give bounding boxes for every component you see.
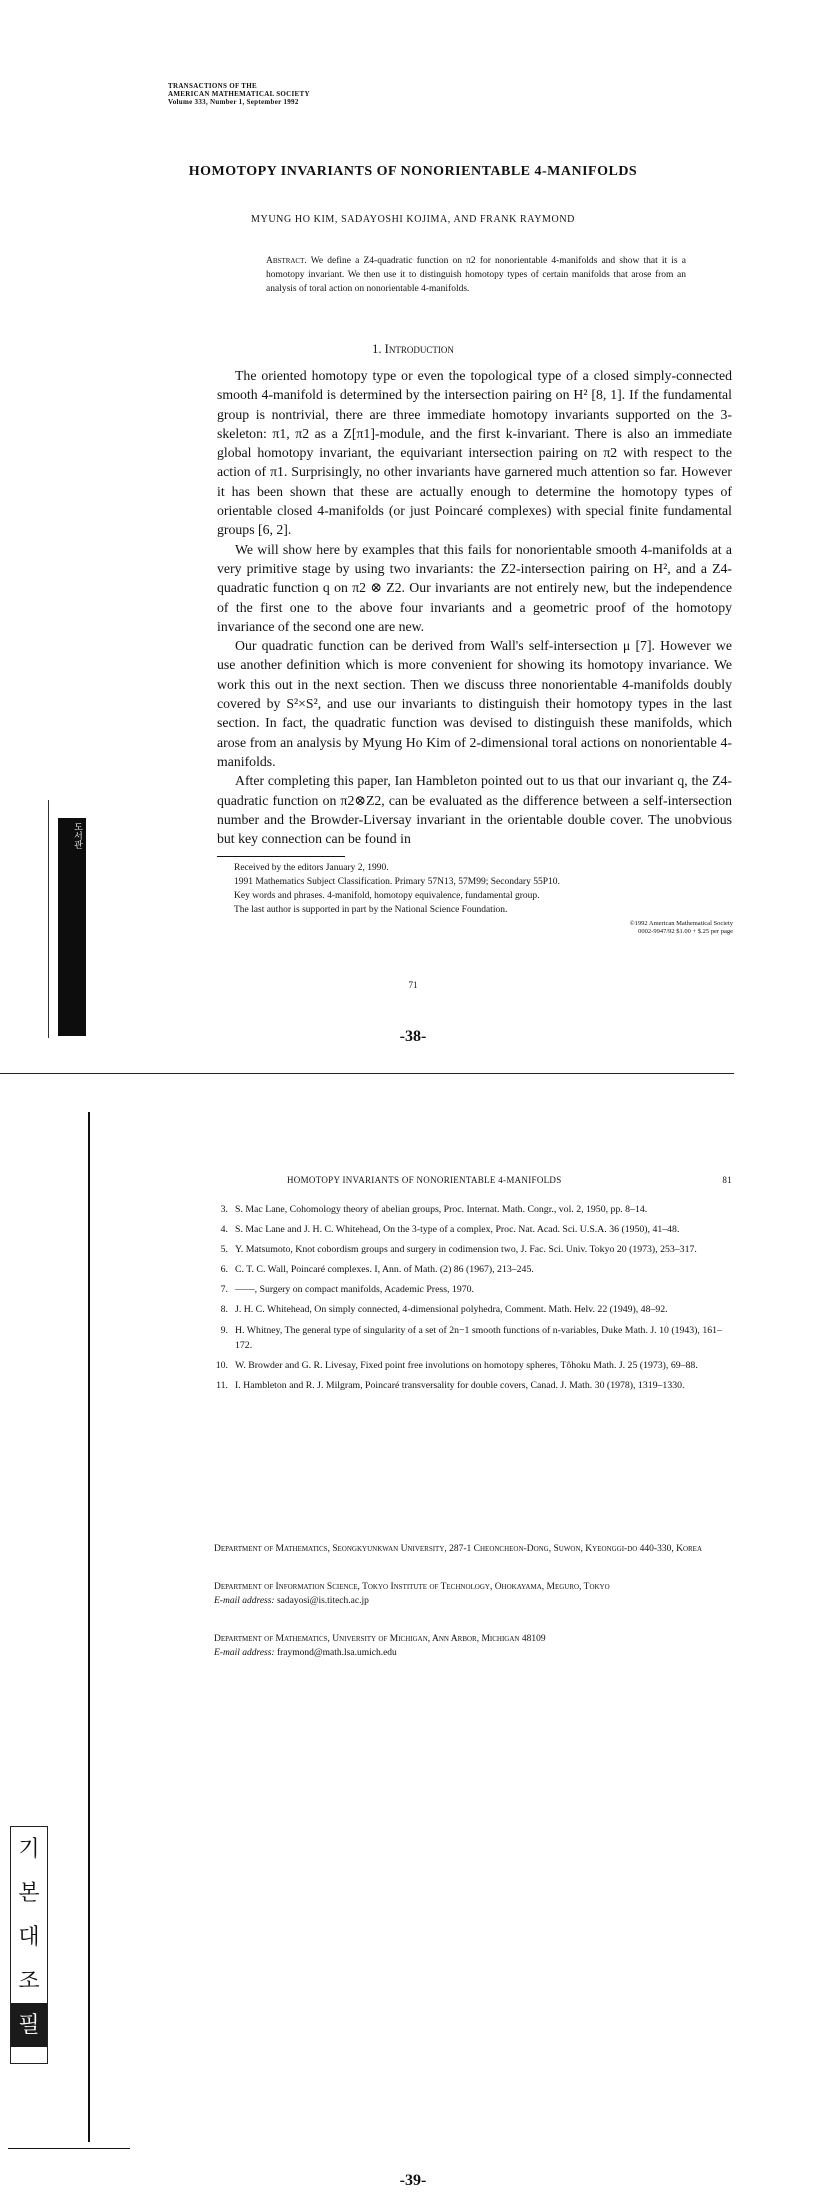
paragraph: Our quadratic function can be derived from Wall's self-intersection μ [7]. However we use another definition which is more convenient for showing its homotopy invariance. We work this out in the next section. Then we discuss three nonorientable 4-manifolds doubly covered by S²×S², and use our invariants to distinguish their homotopy types in the last section. In fact, the quadratic function was devised to distinguish these manifolds, which arose from an analysis by Myung Ho Kim of 2-dimensional toral actions on nonorientable 4-manifolds. — [217, 638, 732, 769]
seal-glyph: 기 — [18, 1836, 40, 1861]
scan-page-number: -38- — [399, 1028, 427, 1045]
address-text: Department of Information Science, Tokyo Institute of Technology, Ohokayama, Meguro, Tokyo — [214, 1582, 610, 1592]
library-spine-label — [58, 818, 86, 1036]
abstract — [266, 254, 686, 296]
reference-item: 8. J. H. C. Whitehead, On simply connected, 4-dimensional polyhedra, Comment. Math. Helv. 22 (1949), 48–92. — [220, 1304, 668, 1316]
address-text: Department of Mathematics, Seongkyunkwan University, 287-1 Cheoncheon-Dong, Suwon, Kyeonggi-do 440-330, Korea — [214, 1544, 703, 1554]
bottom-margin-line — [8, 2148, 130, 2149]
reference-item: 7. ——, Surgery on compact manifolds, Academic Press, 1970. — [220, 1284, 474, 1296]
seal-glyph: 필 — [11, 2003, 47, 2047]
footnote: 1991 Mathematics Subject Classification. Primary 57N13, 57M99; Secondary 55P10. — [234, 877, 560, 887]
journal-header — [168, 82, 310, 106]
printed-page-number: 71 — [408, 980, 418, 990]
paper-authors: MYUNG HO KIM, SADAYOSHI KOJIMA, AND FRANK RAYMOND — [251, 214, 575, 225]
reference-item: 5. Y. Matsumoto, Knot cobordism groups and surgery in codimension two, J. Fac. Sci. Univ. Tokyo 20 (1973), 253–317. — [220, 1244, 697, 1256]
paragraph: The oriented homotopy type or even the topological type of a closed simply-connected smooth 4-manifold is determined by the intersection pairing on H² [8, 1]. If the fundamental group is nontrivial, there are three immediate homotopy invariants supported on the 3-skeleton: π1, π2 as a Z[π1]-module, and the first k-invariant. There is also an immediate global homotopy invariant, the equivariant intersection pairing on π2 with respect to the action of π1. Surprisingly, no other invariants have garnered much attention so far. However it has been shown that these are actually enough to determine the homotopy types of orientable closed 4-manifolds (or just Poincaré complexes) with special finite fundamental groups [6, 2]. — [217, 368, 732, 538]
email-address: sadayosi@is.titech.ac.jp — [276, 1596, 369, 1606]
address-text: Department of Mathematics, University of Michigan, Ann Arbor, Michigan 48109 — [214, 1634, 546, 1644]
footnote: Received by the editors January 2, 1990. — [234, 863, 389, 873]
running-head-page: 81 — [722, 1175, 732, 1185]
footnote: Key words and phrases. 4-manifold, homotopy equivalence, fundamental group. — [234, 891, 540, 901]
references-list — [210, 1202, 738, 1398]
email-address: fraymond@math.lsa.umich.edu — [276, 1648, 397, 1658]
footnotes — [234, 861, 734, 917]
binding-stamp — [48, 800, 55, 1038]
page-divider — [0, 1073, 734, 1074]
paper-title: HOMOTOPY INVARIANTS OF NONORIENTABLE 4-MANIFOLDS — [188, 164, 638, 179]
introduction-body — [217, 366, 732, 848]
journal-line: Volume 333, Number 1, September 1992 — [168, 98, 299, 106]
seal-glyph: 대 — [18, 1924, 40, 1949]
footnote: The last author is supported in part by the National Science Foundation. — [234, 905, 508, 915]
author-address — [214, 1542, 739, 1556]
author-address — [214, 1580, 739, 1608]
abstract-label: Abstract. — [266, 256, 307, 266]
copyright-line: ©1992 American Mathematical Society — [629, 920, 733, 927]
section-heading: 1. Introduction — [372, 342, 454, 356]
binding-margin-line — [88, 1112, 90, 2142]
reference-item: 6. C. T. C. Wall, Poincaré complexes. I, Ann. of Math. (2) 86 (1967), 213–245. — [220, 1264, 534, 1276]
running-head-title: HOMOTOPY INVARIANTS OF NONORIENTABLE 4-MANIFOLDS — [287, 1175, 562, 1185]
seal-glyph: 조 — [18, 1968, 40, 1993]
reference-item: 9. H. Whitney, The general type of singularity of a set of 2n−1 smooth functions of n-variables, Duke Math. J. 10 (1943), 161–172. — [220, 1324, 722, 1352]
author-address — [214, 1632, 739, 1660]
paragraph: After completing this paper, Ian Hambleton pointed out to us that our invariant q, the Z4-quadratic function on π2⊗Z2, can be evaluated as the difference between a self-intersection number and the Browder-Liversay invariant in the orientable double cover. The unobvious but key connection can be found in — [217, 773, 732, 847]
copyright-notice — [600, 920, 733, 936]
running-head — [287, 1175, 732, 1185]
email-line — [214, 1646, 739, 1660]
library-seal — [10, 1826, 48, 2064]
seal-glyph: 본 — [18, 1880, 40, 1905]
copyright-line: 0002-9947/92 $1.00 + $.25 per page — [638, 928, 733, 935]
email-line — [214, 1594, 739, 1608]
email-label: E-mail address: — [214, 1648, 275, 1658]
scan-page-number: -39- — [399, 2172, 427, 2189]
reference-item: 4. S. Mac Lane and J. H. C. Whitehead, On the 3-type of a complex, Proc. Nat. Acad. Sci. U.S.A. 36 (1950), 41–48. — [220, 1224, 680, 1236]
journal-line: AMERICAN MATHEMATICAL SOCIETY — [168, 90, 310, 98]
paragraph: We will show here by examples that this fails for nonorientable smooth 4-manifolds at a very primitive stage by using two invariants: the Z2-intersection pairing on H², and a Z4-quadratic function q on π2 ⊗ Z2. Our invariants are not entirely new, but the independence of the first one to the above four invariants and a geometric proof of the homotopy invariance of the second one are new. — [217, 541, 732, 634]
footnote-rule — [217, 856, 345, 857]
reference-item: 11. I. Hambleton and R. J. Milgram, Poincaré transversality for double covers, Canad. J. Math. 30 (1978), 1319–1330. — [216, 1380, 685, 1392]
spine-label-text: 도서관 — [73, 822, 83, 849]
email-label: E-mail address: — [214, 1596, 275, 1606]
reference-item: 3. S. Mac Lane, Cohomology theory of abelian groups, Proc. Internat. Math. Congr., vol. 2, 1950, pp. 8–14. — [220, 1204, 648, 1215]
abstract-text: We define a Z4-quadratic function on π2 for nonorientable 4-manifolds and show that it is a homotopy invariant. We then use it to distinguish homotopy types of certain manifolds that arose from an analysis of toral action on nonorientable 4-manifolds. — [266, 256, 686, 294]
reference-item: 10. W. Browder and G. R. Livesay, Fixed point free involutions on homotopy spheres, Tôhoku Math. J. 25 (1973), 69–88. — [215, 1360, 698, 1372]
journal-line: TRANSACTIONS OF THE — [168, 82, 257, 90]
